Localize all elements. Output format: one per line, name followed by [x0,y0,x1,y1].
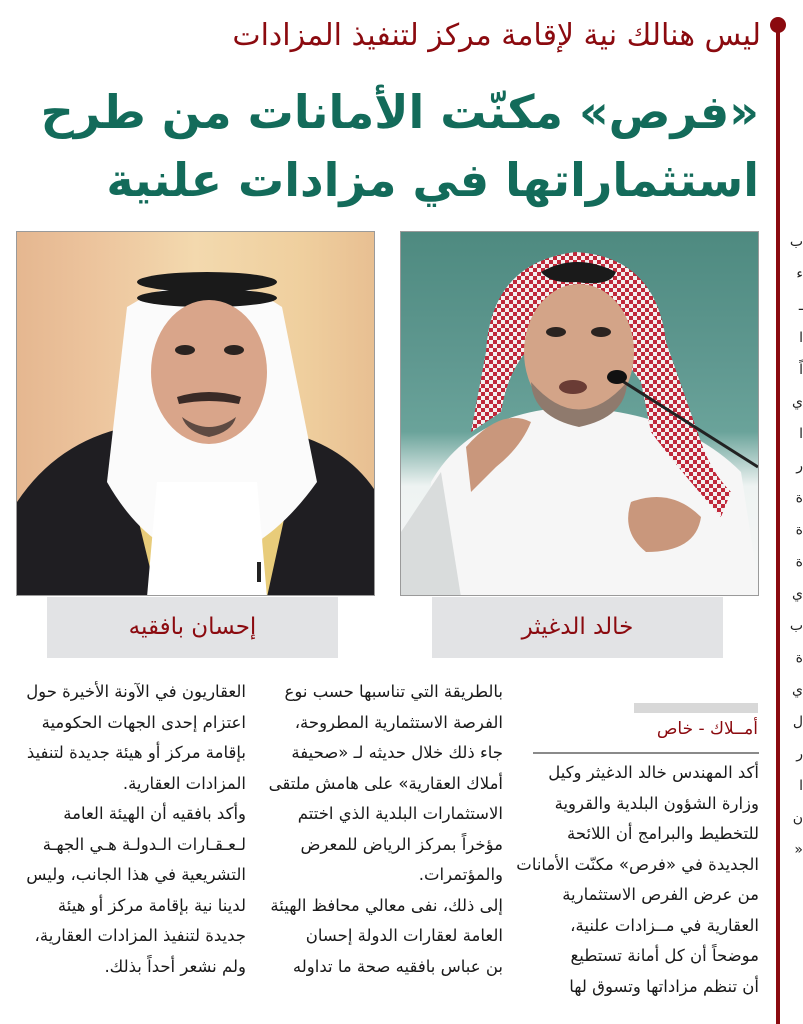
body-column-1 [516,758,759,1002]
body-column-2 [268,677,503,982]
body-line: وأكد بافقيه أن الهيئة العامة [63,804,246,823]
body-line: وزارة الشؤون البلدية والقروية [554,793,759,813]
body-line: العقاريون في الآونة الأخيرة حول [26,682,246,701]
caption-ihsan: إحسان بافقيه [47,597,338,658]
body-line: والمؤتمرات. [418,865,503,884]
body-line: أن تنظم مزاداتها وتسوق لها [569,976,759,996]
byline-divider [533,752,759,754]
caption-khalid: خالد الدغيثر [432,597,723,658]
sliver-glyph: ن [792,810,803,826]
sliver-glyph: ة [795,650,803,666]
sliver-glyph: ة [795,554,803,570]
sliver-glyph: ي [792,586,803,602]
body-line: الجديدة في «فرص» مكنّت الأمانات [516,854,759,874]
body-line: للتخطيط والبرامج أن اللائحة [566,824,759,843]
body-line: بالطريقة التي تناسبها حسب نوع [284,682,503,701]
photo-khalid-aldughaither [400,231,759,596]
vertical-rule [776,24,780,1024]
body-column-3 [16,677,246,982]
body-line: لـعـقـارات الـدولـة هـي الجهـة [42,834,246,854]
body-line: لدينا نية بإقامة مركز أو هيئة [57,895,246,915]
body-line: الاستثمارات البلدية الذي اختتم [297,804,503,823]
sliver-glyph: ر [796,458,803,474]
body-line: التشريعية في هذا الجانب، وليس [26,865,246,884]
sliver-glyph: ي [792,682,803,698]
sliver-glyph: ـ [798,298,803,314]
portrait-illustration [17,232,375,596]
body-line: إلى ذلك، نفى معالي محافظ الهيئة [270,895,503,915]
body-line: موضحاً أن كل أمانة تستطيع [570,946,759,965]
sliver-glyph: ا [799,330,803,346]
body-line: جاء ذلك خلال حديثه لـ «صحيفة [291,743,503,762]
sliver-glyph: ر [796,746,803,762]
body-line: أكد المهندس خالد الدغيثر وكيل [548,763,759,782]
sliver-glyph: ب [790,618,803,634]
body-line: من عرض الفرص الاستثمارية [562,885,759,904]
headline-line-2: استثماراتها في مزادات علنية [106,153,759,207]
body-line: مؤخراً بمركز الرياض للمعرض [300,834,503,854]
sliver-glyph: ا [799,778,803,794]
body-line: بن عباس بافقيه صحة ما تداوله [292,956,503,976]
body-line: جديدة لتنفيذ المزادات العقارية، [34,926,246,945]
article-kicker: ليس هنالك نية لإقامة مركز لتنفيذ المزادات [232,18,761,53]
body-line: الفرصة الاستثمارية المطروحة، [294,712,503,732]
neighbor-column-sliver [790,230,803,1024]
body-line: أملاك العقارية» على هامش ملتقى [268,773,503,793]
headline-line-1: «فرص» مكنّت الأمانات من طرح [40,85,759,139]
sliver-glyph: ل [792,714,803,730]
body-line: ولم نشعر أحداً بذلك. [104,956,246,976]
sliver-glyph: اً [799,362,803,378]
sliver-glyph: ب [790,234,803,250]
body-line: بإقامة مركز أو هيئة جديدة لتنفيذ [26,743,246,762]
body-line: العقارية في مــزادات علنية، [570,915,759,935]
sliver-glyph: ا [799,426,803,442]
sliver-glyph: ة [795,490,803,506]
sliver-glyph: ء [796,266,803,282]
article-headline [40,78,759,214]
sliver-glyph: ي [792,394,803,410]
rule-dot-icon [770,17,786,33]
sliver-glyph: ة [795,522,803,538]
portrait-illustration [401,232,759,596]
byline: أمــلاك - خاص [656,719,758,739]
byline-bar [634,703,758,713]
photo-ihsan-bafaqih [16,231,375,596]
sliver-glyph: « [794,842,803,858]
body-line: اعتزام إحدى الجهات الحكومية [41,712,246,732]
body-line: المزادات العقارية. [122,773,246,793]
body-line: العامة لعقارات الدولة إحسان [305,926,503,945]
